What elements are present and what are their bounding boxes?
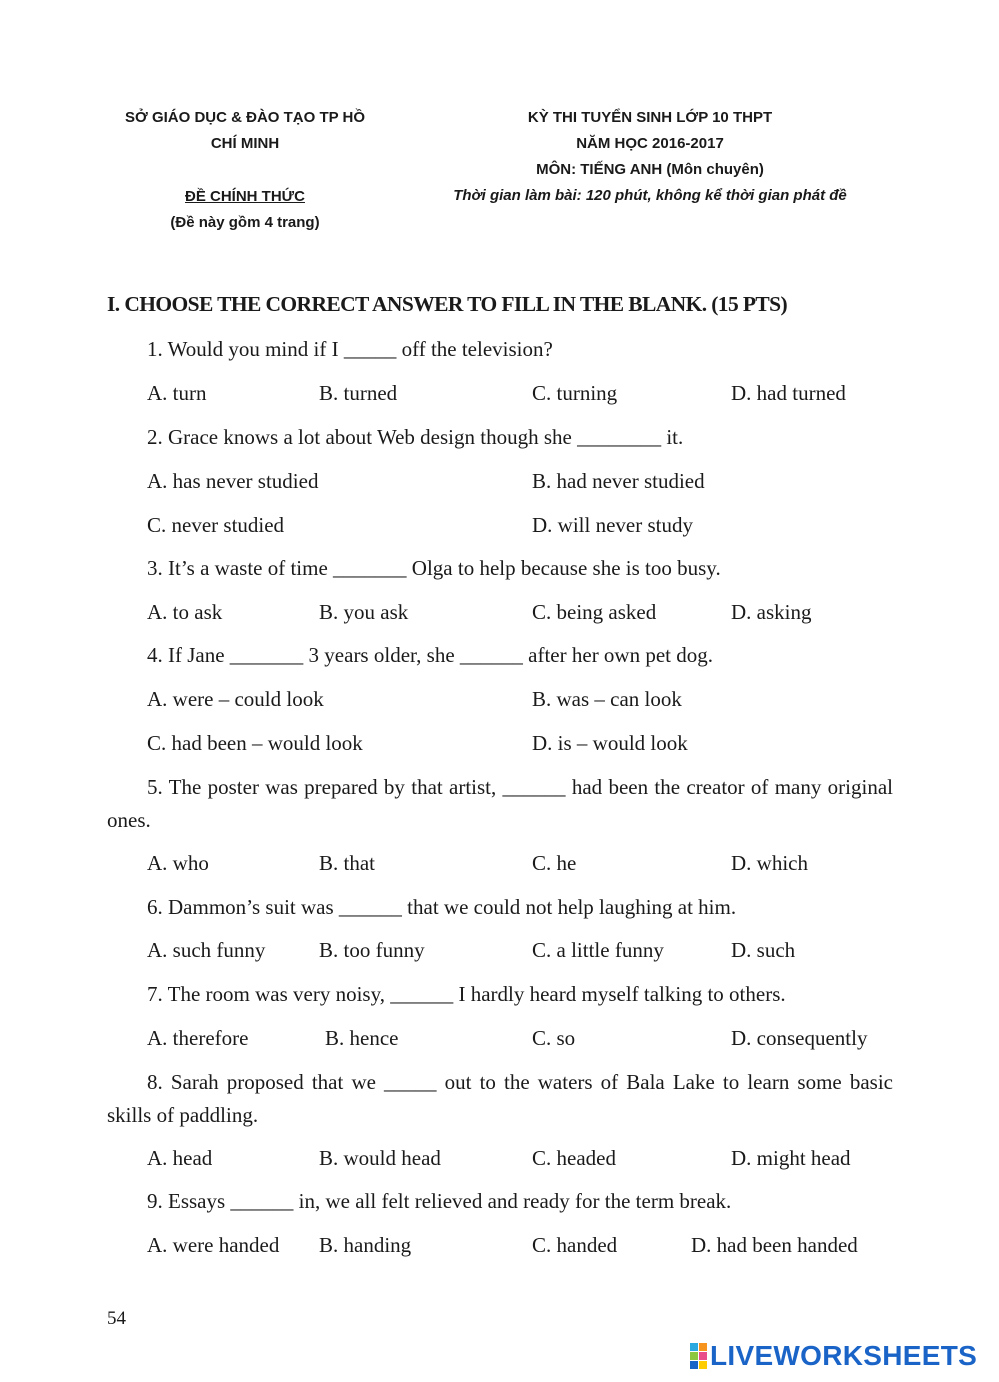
header-right [415,105,885,209]
q5-option-c[interactable]: C. he [532,851,577,875]
department-line-2: CHÍ MINH [210,135,280,152]
logo-tile [699,1361,707,1369]
q6-option-d[interactable]: D. such [731,938,796,962]
q9-option-b[interactable]: B. handing [319,1233,412,1257]
q3-option-d[interactable]: D. asking [731,600,812,624]
q2-option-b[interactable]: B. had never studied [532,469,705,493]
q3-option-b[interactable]: B. you ask [319,600,409,624]
q7-option-d[interactable]: D. consequently [731,1026,868,1050]
q4-option-c[interactable]: C. had been – would look [147,731,363,755]
q9-option-d[interactable]: D. had been handed [691,1233,858,1257]
q4-option-b[interactable]: B. was – can look [532,687,682,711]
question-5: 5. The poster was prepared by that artist, ______ had been the creator of many original ones. [107,775,893,832]
q5-option-d[interactable]: D. which [731,851,808,875]
q4-option-a[interactable]: A. were – could look [147,687,324,711]
official-label: ĐỀ CHÍNH THỨC [185,188,305,205]
page-number: 54 [107,1308,126,1329]
q1-option-d[interactable]: D. had turned [731,381,846,405]
logo-tile [690,1352,698,1360]
question-4: 4. If Jane _______ 3 years older, she ______ after her own pet dog. [147,643,714,667]
question-2: 2. Grace knows a lot about Web design though she ________ it. [147,425,684,449]
q5-option-b[interactable]: B. that [319,851,375,875]
q8-option-d[interactable]: D. might head [731,1146,851,1170]
q2-option-a[interactable]: A. has never studied [147,469,319,493]
q1-option-b[interactable]: B. turned [319,381,398,405]
subject: MÔN: TIẾNG ANH (Môn chuyên) [536,161,764,178]
logo-tile [699,1343,707,1351]
q6-option-b[interactable]: B. too funny [319,938,425,962]
logo-tile [699,1352,707,1360]
q3-option-c[interactable]: C. being asked [532,600,657,624]
exam-title: KỲ THI TUYỂN SINH LỚP 10 THPT [527,109,773,126]
question-9: 9. Essays ______ in, we all felt relieved and ready for the term break. [147,1189,732,1213]
q9-option-a[interactable]: A. were handed [147,1233,280,1257]
q2-option-d[interactable]: D. will never study [532,513,693,537]
q8-option-a[interactable]: A. head [147,1146,213,1170]
liveworksheets-icon [690,1343,707,1369]
q7-option-b[interactable]: B. hence [325,1026,399,1050]
q1-option-c[interactable]: C. turning [532,381,618,405]
question-7: 7. The room was very noisy, ______ I hardly heard myself talking to others. [147,982,786,1006]
q9-option-c[interactable]: C. handed [532,1233,618,1257]
q7-option-c[interactable]: C. so [532,1026,576,1050]
q8-option-c[interactable]: C. headed [532,1146,616,1170]
question-3: 3. It’s a waste of time _______ Olga to help because she is too busy. [147,556,721,580]
q6-option-c[interactable]: C. a little funny [532,938,664,962]
page-count: (Đề này gồm 4 trang) [170,214,320,231]
liveworksheets-wordmark: LIVEWORKSHEETS [710,1340,978,1371]
q2-option-c[interactable]: C. never studied [147,513,285,537]
q7-option-a[interactable]: A. therefore [147,1026,249,1050]
question-1: 1. Would you mind if I _____ off the television? [147,337,553,361]
question-8: 8. Sarah proposed that we _____ out to the waters of Bala Lake to learn some basic skills of paddling. [107,1070,893,1127]
department-line-1: SỞ GIÁO DỤC & ĐÀO TẠO TP HỒ [124,109,366,126]
header-left [100,105,390,236]
q5-option-a[interactable]: A. who [147,851,209,875]
question-6: 6. Dammon’s suit was ______ that we could not help laughing at him. [147,895,737,919]
q8-option-b[interactable]: B. would head [319,1146,441,1170]
q4-option-d[interactable]: D. is – would look [532,731,688,755]
section-title: I. CHOOSE THE CORRECT ANSWER TO FILL IN THE BLANK. (15 PTS) [107,292,788,316]
logo-tile [690,1361,698,1369]
time-limit: Thời gian làm bài: 120 phút, không kể thời gian phát đề [453,187,847,204]
liveworksheets-logo[interactable] [690,1340,977,1372]
logo-tile [690,1343,698,1351]
q1-option-a[interactable]: A. turn [147,381,207,405]
q3-option-a[interactable]: A. to ask [147,600,223,624]
school-year: NĂM HỌC 2016-2017 [576,135,724,152]
q6-option-a[interactable]: A. such funny [147,938,266,962]
